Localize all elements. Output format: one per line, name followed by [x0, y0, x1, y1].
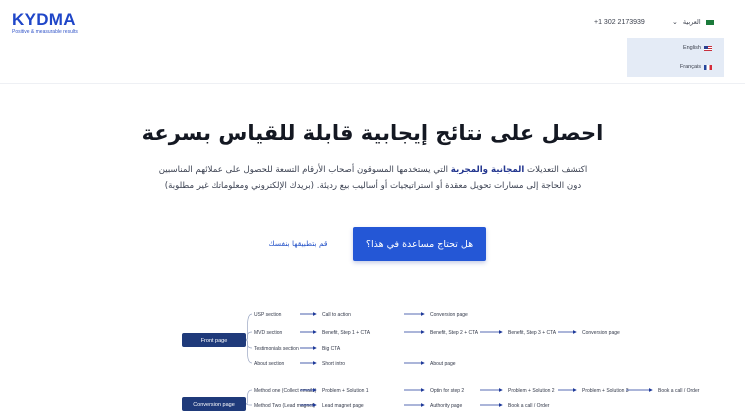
language-option-label: Français [679, 64, 701, 70]
chevron-down-icon: ⌄ [672, 18, 678, 26]
front-page-row-connector [246, 340, 252, 363]
front-page-row-node: Testimonials section [254, 346, 299, 352]
language-selector[interactable] [672, 18, 714, 26]
front-page-row-connector [246, 314, 252, 340]
language-option-english[interactable] [683, 45, 712, 51]
logo-tagline: Positive & measurable results [12, 29, 78, 35]
language-option-french[interactable] [680, 64, 712, 70]
conversion-page-row-node: Method one (Collect emails) [254, 388, 317, 394]
language-dropdown-menu [627, 38, 724, 77]
front-page-row-node: Conversion page [582, 330, 620, 336]
front-page-row-node: Call to action [322, 312, 351, 318]
front-page-row-node: Conversion page [430, 312, 468, 318]
sa-flag-icon [706, 20, 714, 25]
front-page-row-node: Benefit, Step 3 + CTA [508, 330, 557, 336]
front-page-row-node: MVD section [254, 330, 283, 336]
description-text-end: التي يستخدمها المسوقون أصحاب الأرقام التسعة للحصول على عملائهم المناسبين دون الحاجة إلى مسارات تحويل معقدة أو استراتيجيات أو أساليب بيع رديئة. (بريدك الإلكتروني ومعلوماتك غير مطلوبة) [158, 165, 582, 191]
header-divider [0, 83, 745, 84]
front-page-row-node: Short intro [322, 361, 346, 367]
need-help-button[interactable]: هل تحتاج مساعدة في هذا؟ [353, 227, 486, 261]
conversion-page-row-node: Optin for step 2 [430, 388, 465, 394]
conversion-page-row-node: Book a call / Order [658, 388, 700, 394]
conversion-page-row-node: Problem + Solution 1 [322, 388, 369, 394]
front-page-row-node: USP section [254, 312, 282, 318]
funnel-diagram [66, 292, 700, 414]
conversion-page-row-node: Authority page [430, 403, 463, 409]
description-text-start: اكتشف التعديلات [524, 165, 588, 175]
logo[interactable] [12, 11, 78, 35]
front-page-row-node: Big CTA [322, 346, 341, 352]
conversion-page-row-node: Problem + Solution 2 [508, 388, 555, 394]
phone-number[interactable]: +1 302 2173939 [594, 19, 645, 26]
front-page-row-node: About page [430, 361, 456, 367]
conversion-page-row-connector [246, 404, 252, 405]
front-page-row-node: Benefit, Step 1 + CTA [322, 330, 371, 336]
current-language-label: العربية [682, 18, 701, 26]
conversion-page-row-node: Method Two (Lead magnet) [254, 403, 316, 409]
language-option-label: English [682, 45, 701, 51]
conversion-page-row-node: Book a call / Order [508, 403, 550, 409]
fr-flag-icon [704, 65, 712, 70]
page-title: احصل على نتائج إيجابية قابلة للقياس بسرعة [141, 121, 604, 145]
description-highlight: المجانية والمجربة [450, 165, 525, 175]
us-flag-icon [704, 46, 712, 51]
front-page-row-node: About section [254, 361, 285, 367]
front-page-row-node: Benefit, Step 2 + CTA [430, 330, 479, 336]
hero-description [152, 162, 594, 194]
conversion-page-row-connector [246, 390, 252, 404]
front-page-root-label: Front page [200, 338, 228, 344]
conversion-page-row-node: Lead magnet page [322, 403, 364, 409]
conversion-page-root-label: Conversion page [193, 402, 235, 408]
logo-wordmark: KYDMA [12, 10, 76, 29]
conversion-page-row-node: Problem + Solution 3 [582, 388, 629, 394]
funnel-diagram-svg [66, 292, 700, 414]
do-it-yourself-link[interactable]: قم بتطبيقها بنفسك [268, 239, 328, 248]
